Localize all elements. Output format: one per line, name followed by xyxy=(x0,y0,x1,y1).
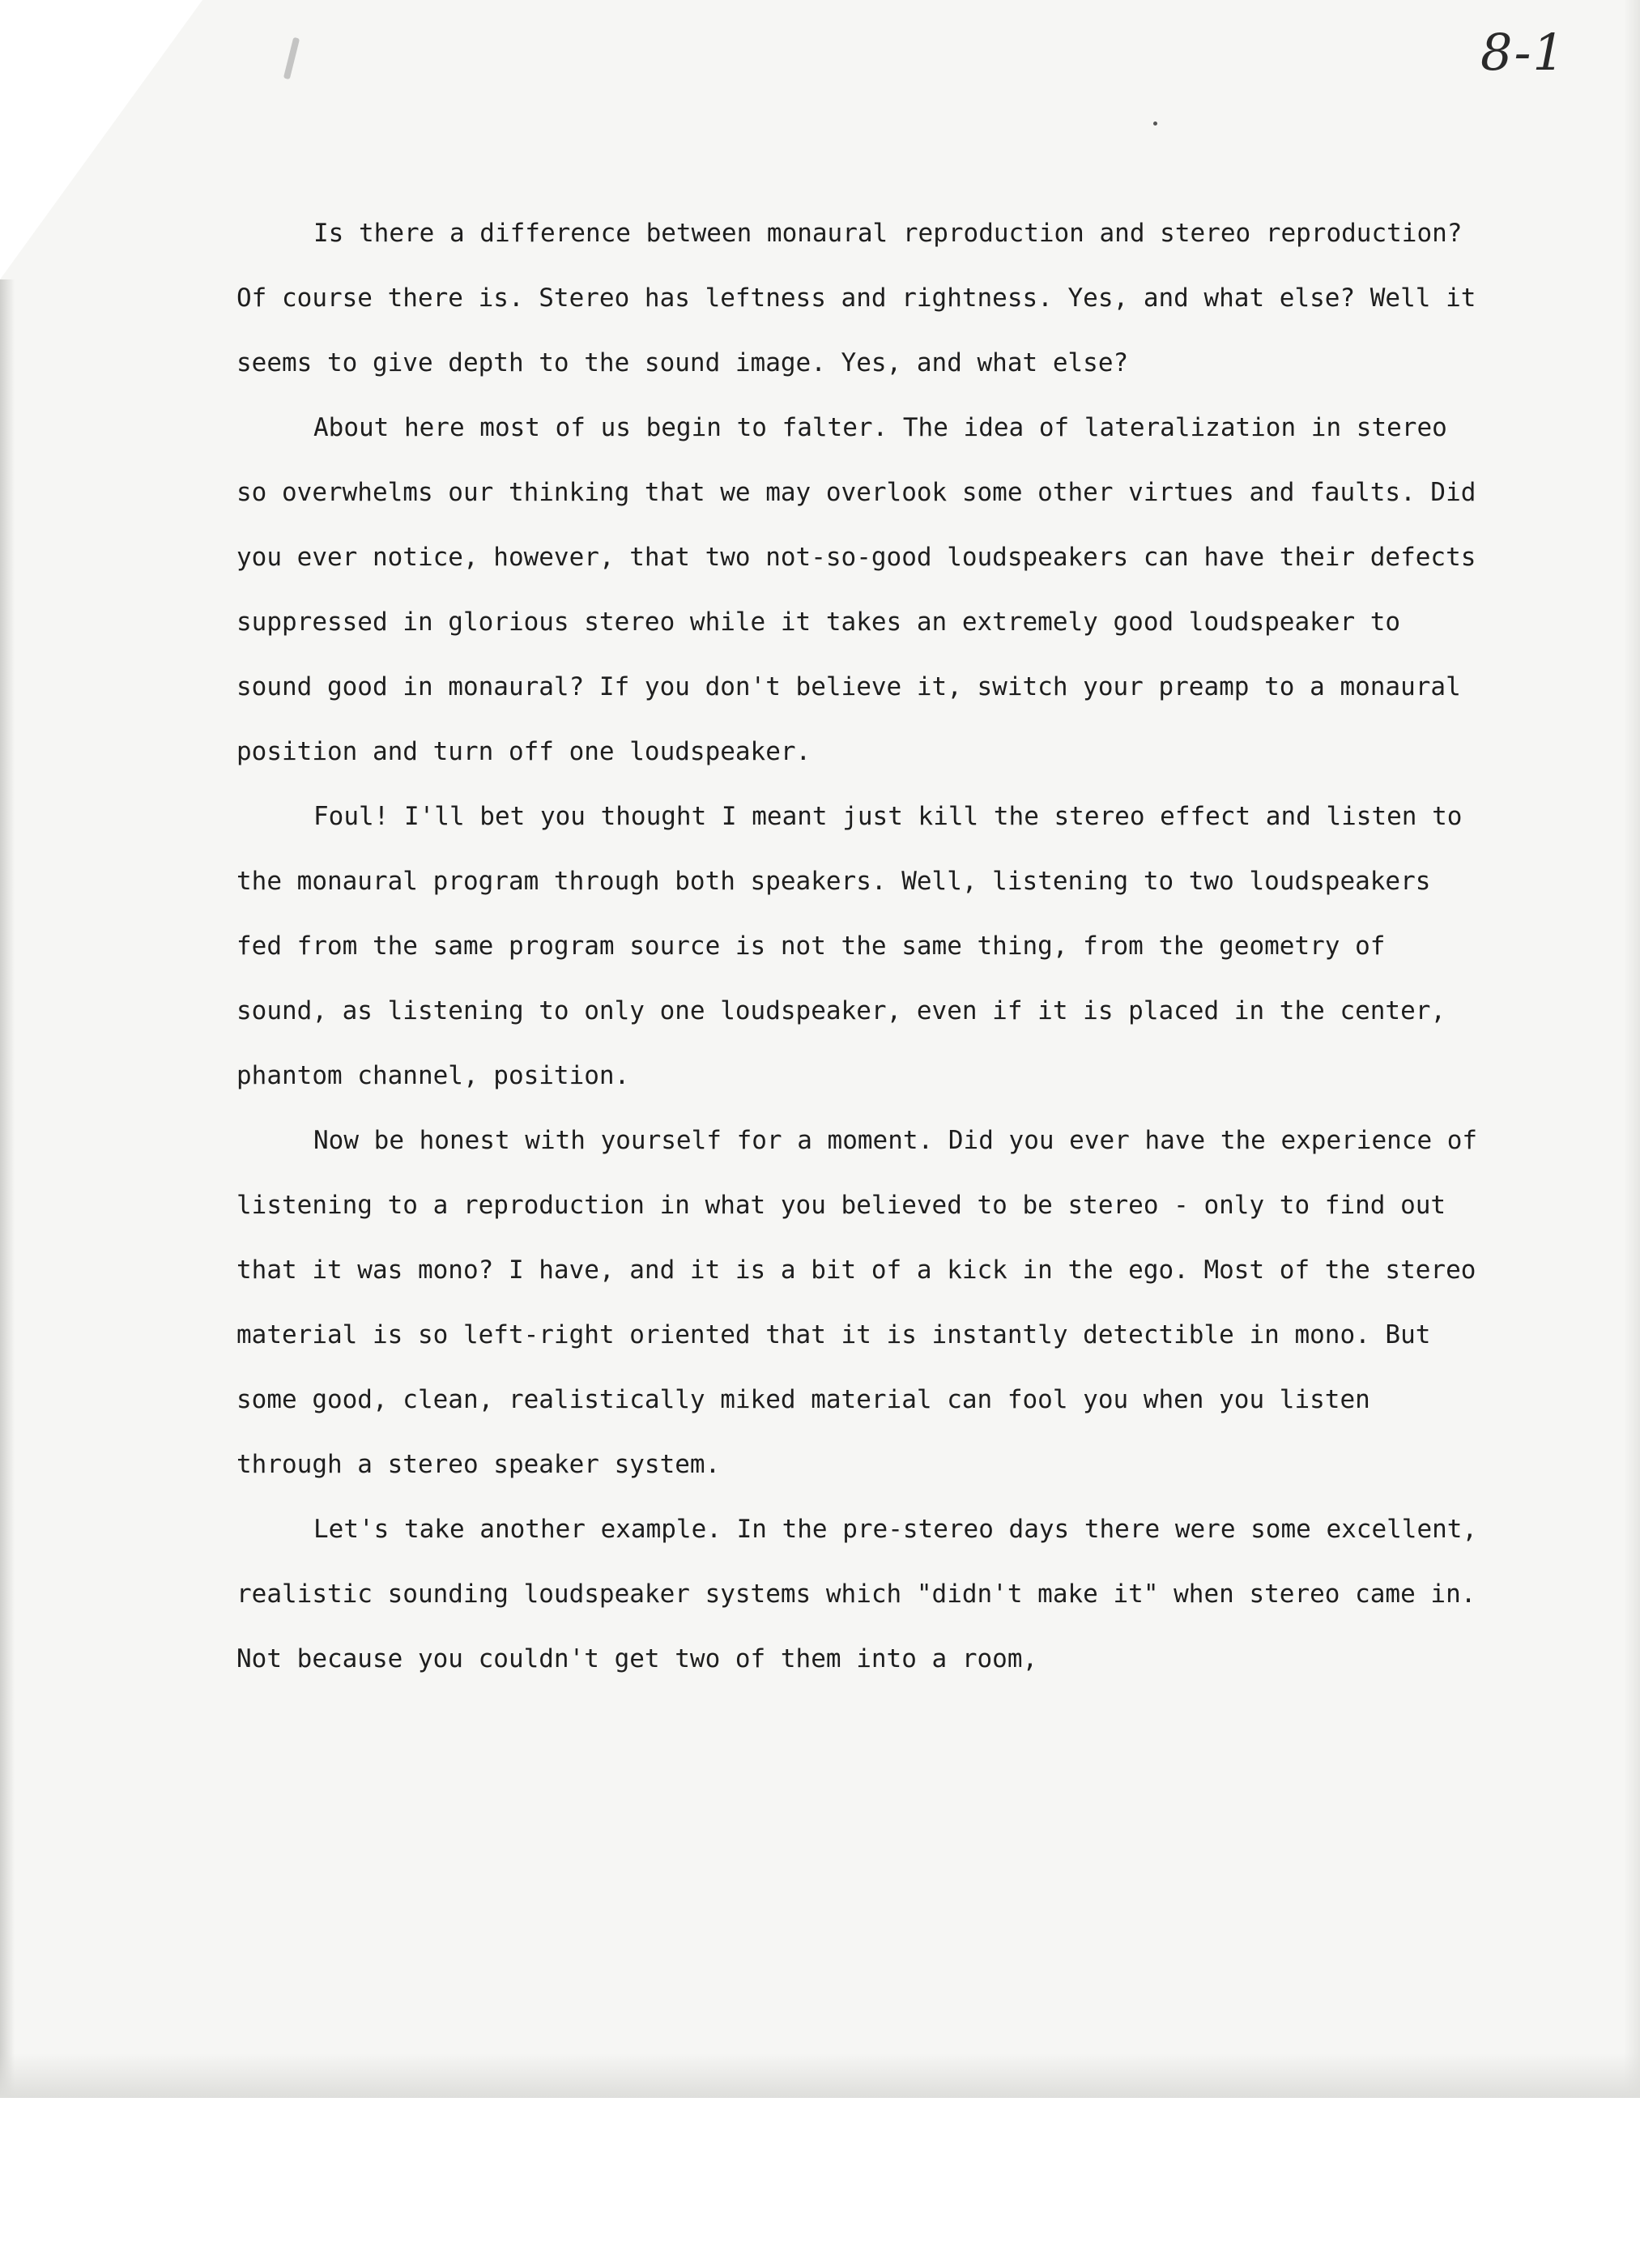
folded-corner xyxy=(0,0,202,279)
page-number: 8-1 xyxy=(1480,23,1566,82)
paragraph: Let's take another example. In the pre-stereo days there were some excellent, realistic sounding loudspeaker systems which "didn't make it" when stereo came in. Not because you couldn't get two of them into a room, xyxy=(236,1515,1478,1673)
paragraph: About here most of us begin to falter. The idea of lateralization in stereo so overwhelms our thinking that we may overlook some other virtues and faults. Did you ever notice, however, that two not-so-good loudspeakers can have their defects suppressed in glorious stereo while it takes an extremely good loudspeaker to sound good in monaural? If you don't believe it, switch your preamp to a monaural position and turn off one loudspeaker. xyxy=(236,413,1476,766)
ink-smudge xyxy=(283,37,300,79)
paragraph: Now be honest with yourself for a moment. Did you ever have the experience of listening to a reproduction in what you believed to be stereo - only to find out that it was mono? I have, and it is a bit of a kick in the ego. Most of the stereo material is so left-right oriented that it is instantly detectible in mono. But some good, clean, realistically miked material can fool you when you listen through a stereo speaker system. xyxy=(236,1126,1478,1479)
body-text xyxy=(236,201,1484,1691)
page-edge-shadow-right xyxy=(1624,0,1640,2098)
scan-margin xyxy=(0,2098,1640,2268)
page-bottom-shadow xyxy=(0,2053,1640,2098)
paragraph: Is there a difference between monaural reproduction and stereo reproduction? Of course there is. Stereo has leftness and rightness. Yes, and what else? Well it seems to give depth to the sound image. Yes, and what else? xyxy=(236,219,1476,377)
page-edge-shadow xyxy=(0,279,15,2098)
paragraph: Foul! I'll bet you thought I meant just kill the stereo effect and listen to the monaural program through both speakers. Well, listening to two loudspeakers fed from the same program source is not the same thing, from the geometry of sound, as listening to only one loudspeaker, even if it is placed in the center, phantom channel, position. xyxy=(236,802,1463,1090)
ink-dot xyxy=(1153,122,1157,126)
